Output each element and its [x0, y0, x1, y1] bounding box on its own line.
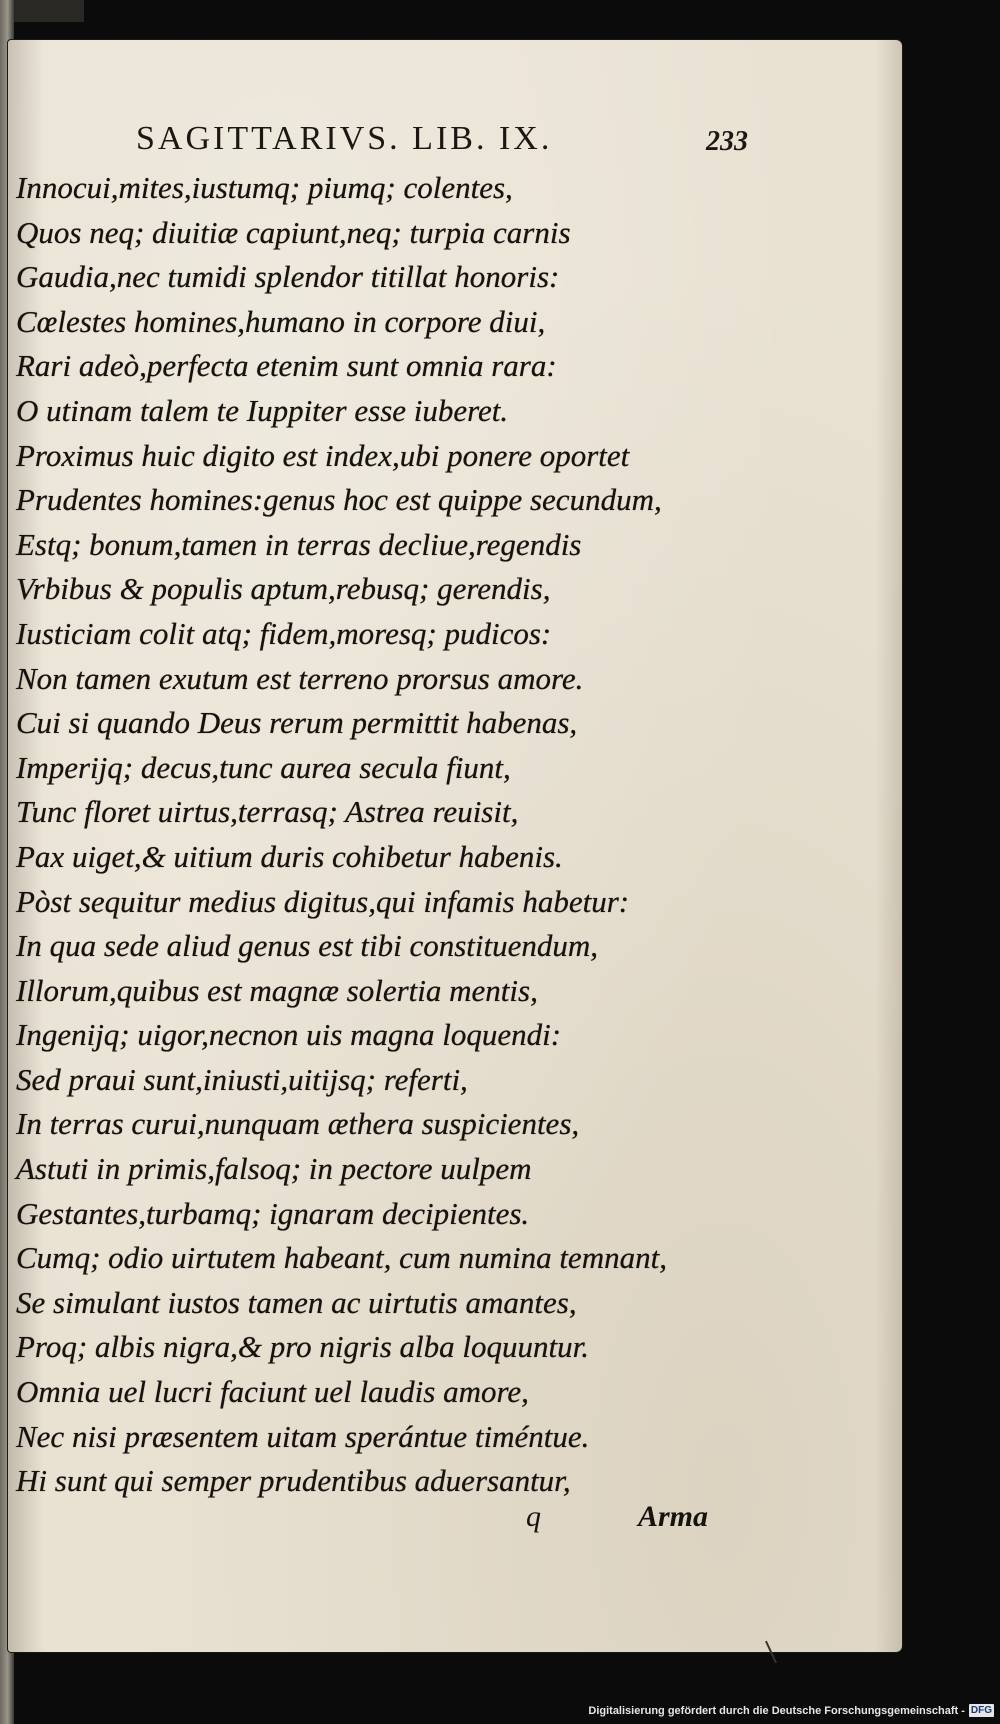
verse-line: Hi sunt qui semper prudentibus aduersantur, — [16, 1463, 571, 1499]
verse-line: Vrbibus & populis aptum,rebusq; gerendis, — [16, 571, 551, 607]
credit-text: Digitalisierung gefördert durch die Deutsche Forschungsgemeinschaft - — [588, 1704, 965, 1717]
verse-line: Ingenijq; uigor,necnon uis magna loquendi: — [16, 1017, 562, 1053]
signature-mark: q — [526, 1500, 541, 1533]
verse-line: Illorum,quibus est magnæ solertia mentis, — [16, 972, 538, 1008]
verse-line: Nec nisi præsentem uitam sperántue timéntue. — [16, 1418, 590, 1454]
verse-line: Se simulant iustos tamen ac uirtutis amantes, — [16, 1284, 577, 1320]
verse-line: Tunc floret uirtus,terrasq; Astrea reuisit, — [16, 794, 519, 830]
verse-line: Cœlestes homines,humano in corpore diui, — [16, 303, 546, 339]
running-head: SAGITTARIVS. LIB. IX. — [136, 120, 553, 157]
verse-line: Pòst sequitur medius digitus,qui infamis habetur: — [16, 883, 630, 919]
verse-line: Omnia uel lucri faciunt uel laudis amore, — [16, 1374, 529, 1410]
dfg-logo: DFG — [970, 1705, 992, 1716]
verse-line: O utinam talem te Iuppiter esse iuberet. — [16, 392, 509, 428]
verse-line: Gestantes,turbamq; ignaram decipientes. — [16, 1195, 530, 1231]
verse-line: Non tamen exutum est terreno prorsus amore. — [16, 660, 584, 696]
book-page — [8, 40, 902, 1652]
verse-line: Iusticiam colit atq; fidem,moresq; pudicos: — [16, 615, 552, 651]
verse-line: Cumq; odio uirtutem habeant, cum numina temnant, — [16, 1240, 667, 1276]
digitization-credit — [588, 1704, 994, 1717]
verse-line: In terras curui,nunquam æthera suspicientes, — [16, 1106, 580, 1142]
verse-line: Sed praui sunt,iniusti,uitijsq; referti, — [16, 1061, 468, 1097]
verse-line: Rari adeò,perfecta etenim sunt omnia rara: — [16, 348, 557, 384]
verse-line: Astuti in primis,falsoq; in pectore uulpem — [16, 1151, 532, 1187]
page-header — [128, 120, 768, 164]
verse-line: Pax uiget,& uitium duris cohibetur habenis. — [16, 838, 563, 874]
verse-line: Quos neq; diuitiæ capiunt,neq; turpia carnis — [16, 214, 571, 250]
verse-line: Imperijq; decus,tunc aurea secula fiunt, — [16, 749, 511, 785]
verse-line: Proq; albis nigra,& pro nigris alba loquuntur. — [16, 1329, 589, 1365]
verse-line: In qua sede aliud genus est tibi constituendum, — [16, 928, 599, 964]
page-corner-shadow — [14, 0, 84, 22]
verse-line: Innocui,mites,iustumq; piumq; colentes, — [16, 170, 513, 205]
verse-line: Prudentes homines:genus hoc est quippe secundum, — [16, 482, 662, 518]
verse-line: Gaudia,nec tumidi splendor titillat honoris: — [16, 259, 560, 295]
verse-line: Estq; bonum,tamen in terras decliue,regendis — [16, 526, 582, 562]
catchword: Arma — [638, 1500, 709, 1533]
page-number: 233 — [706, 126, 748, 157]
verse-line: Cui si quando Deus rerum permittit habenas, — [16, 705, 578, 741]
verse-line: Proximus huic digito est index,ubi ponere oportet — [16, 437, 630, 473]
verse-list — [16, 166, 736, 1504]
